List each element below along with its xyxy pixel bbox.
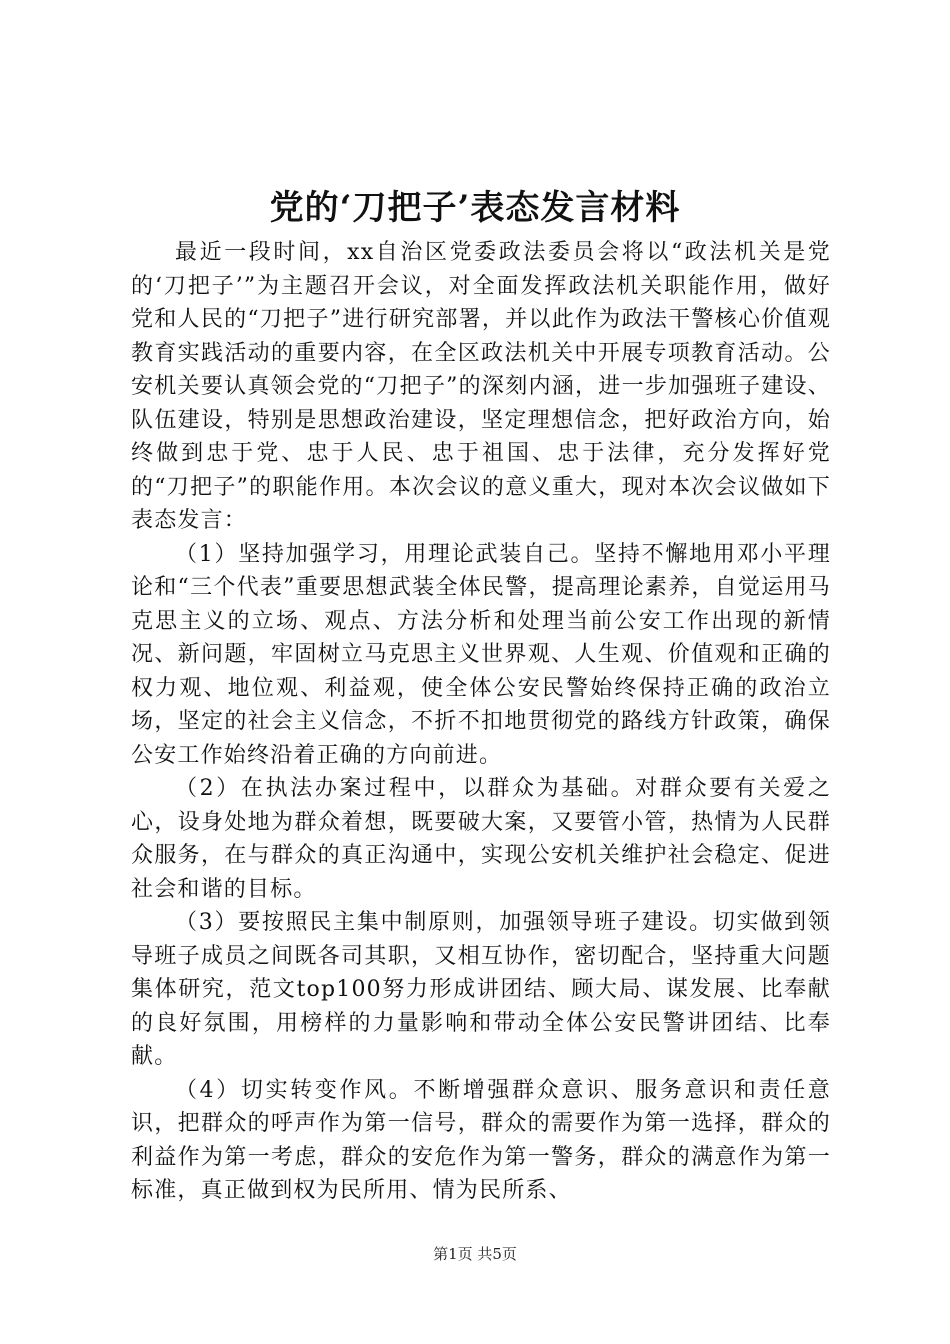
paragraph-item-4: （4）切实转变作风。不断增强群众意识、服务意识和责任意识，把群众的呼声作为第一信号，群众的需要作为第一选择，群众的利益作为第一考虑，群众的安危作为第一警务，群众的满意作为第一标准，真正做到权为民所用、情为民所系、 xyxy=(131,1077,831,1203)
paragraph-item-3: （3）要按照民主集中制原则，加强领导班子建设。切实做到领导班子成员之间既各司其职，又相互协作，密切配合，坚持重大问题集体研究，范文top100努力形成讲团结、顾大局、谋发展、比奉献的良好氛围，用榜样的力量影响和带动全体公安民警讲团结、比奉献。 xyxy=(131,910,831,1069)
document-title: 党的‘刀把子’表态发言材料 xyxy=(269,188,681,228)
document-body xyxy=(131,236,831,1208)
paragraph-item-1: （1）坚持加强学习，用理论武装自己。坚持不懈地用邓小平理论和“三个代表”重要思想武装全体民警，提高理论素养，自觉运用马克思主义的立场、观点、方法分析和处理当前公安工作出现的新情况、新问题，牢固树立马克思主义世界观、人生观、价值观和正确的权力观、地位观、利益观，使全体公安民警始终保持正确的政治立场，坚定的社会主义信念，不折不扣地贯彻党的路线方针政策，确保公安工作始终沿着正确的方向前进。 xyxy=(131,541,831,768)
page-number-footer: 第1页 共5页 xyxy=(433,1245,517,1263)
paragraph-item-2: （2）在执法办案过程中，以群众为基础。对群众要有关爱之心，设身处地为群众着想，既要破大案，又要管小管，热情为人民群众服务，在与群众的真正沟通中，实现公安机关维护社会稳定、促进社会和谐的目标。 xyxy=(131,776,831,902)
paragraph-intro: 最近一段时间，xx自治区党委政法委员会将以“政法机关是党的‘刀把子’”为主题召开会议，对全面发挥政法机关职能作用，做好党和人民的“刀把子”进行研究部署，并以此作为政法干警核心价值观教育实践活动的重要内容，在全区政法机关中开展专项教育活动。公安机关要认真领会党的“刀把子”的深刻内涵，进一步加强班子建设、队伍建设，特别是思想政治建设，坚定理想信念，把好政治方向，始终做到忠于党、忠于人民、忠于祖国、忠于法律，充分发挥好党的“刀把子”的职能作用。本次会议的意义重大，现对本次会议做如下表态发言： xyxy=(131,240,831,533)
